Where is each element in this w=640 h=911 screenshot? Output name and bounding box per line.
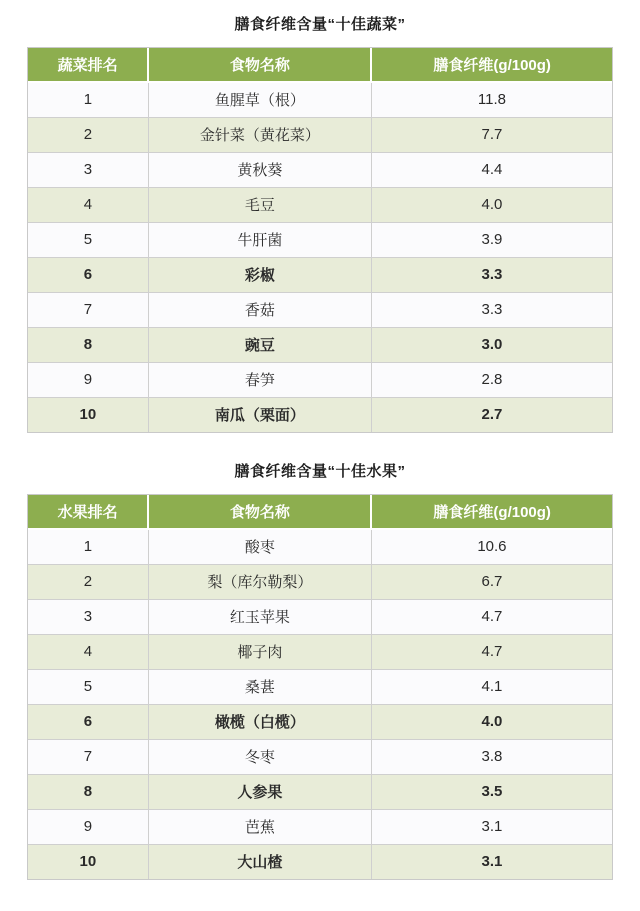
table-row <box>28 704 612 739</box>
value-cell: 11.8 <box>371 82 612 117</box>
value-cell: 7.7 <box>371 117 612 152</box>
rank-cell: 8 <box>28 774 148 809</box>
value-cell: 3.5 <box>371 774 612 809</box>
name-cell: 鱼腥草（根） <box>148 82 371 117</box>
table-row <box>28 669 612 704</box>
name-cell: 黄秋葵 <box>148 152 371 187</box>
fruits-table <box>27 494 613 880</box>
rank-cell: 5 <box>28 669 148 704</box>
value-cell: 4.1 <box>371 669 612 704</box>
table-row <box>28 187 612 222</box>
name-cell: 香菇 <box>148 292 371 327</box>
rank-cell: 6 <box>28 257 148 292</box>
table-header-row <box>28 495 612 529</box>
name-cell: 冬枣 <box>148 739 371 774</box>
fruits-table-title: 膳食纤维含量“十佳水果” <box>234 463 406 480</box>
name-cell: 金针菜（黄花菜） <box>148 117 371 152</box>
value-cell: 4.7 <box>371 634 612 669</box>
rank-cell: 10 <box>28 397 148 432</box>
rank-cell: 5 <box>28 222 148 257</box>
table-row <box>28 809 612 844</box>
table-row <box>28 152 612 187</box>
name-cell: 橄榄（白榄） <box>148 704 371 739</box>
table-row <box>28 397 612 432</box>
vegetables-table <box>27 47 613 433</box>
rank-cell: 3 <box>28 152 148 187</box>
rank-cell: 4 <box>28 634 148 669</box>
table-row <box>28 117 612 152</box>
table-row <box>28 362 612 397</box>
name-cell: 人参果 <box>148 774 371 809</box>
vegetables-table-title: 膳食纤维含量“十佳蔬菜” <box>234 16 406 33</box>
table-row <box>28 82 612 117</box>
rank-cell: 10 <box>28 844 148 879</box>
name-cell: 芭蕉 <box>148 809 371 844</box>
value-cell: 2.8 <box>371 362 612 397</box>
name-cell: 梨（库尔勒梨） <box>148 564 371 599</box>
name-cell: 春笋 <box>148 362 371 397</box>
rank-cell: 1 <box>28 529 148 564</box>
rank-cell: 9 <box>28 362 148 397</box>
name-cell: 大山楂 <box>148 844 371 879</box>
table-row <box>28 257 612 292</box>
value-cell: 4.4 <box>371 152 612 187</box>
rank-cell: 2 <box>28 117 148 152</box>
rank-cell: 2 <box>28 564 148 599</box>
rank-cell: 6 <box>28 704 148 739</box>
table-row <box>28 564 612 599</box>
name-cell: 豌豆 <box>148 327 371 362</box>
name-cell: 椰子肉 <box>148 634 371 669</box>
value-cell: 3.9 <box>371 222 612 257</box>
name-cell: 牛肝菌 <box>148 222 371 257</box>
value-cell: 4.7 <box>371 599 612 634</box>
value-cell: 6.7 <box>371 564 612 599</box>
value-cell: 2.7 <box>371 397 612 432</box>
rank-cell: 7 <box>28 292 148 327</box>
name-cell: 桑葚 <box>148 669 371 704</box>
table-row <box>28 739 612 774</box>
table-row <box>28 599 612 634</box>
table-row <box>28 529 612 564</box>
rank-cell: 4 <box>28 187 148 222</box>
column-header-fiber: 膳食纤维(g/100g) <box>371 495 612 529</box>
table-row <box>28 222 612 257</box>
rank-cell: 7 <box>28 739 148 774</box>
column-header-rank: 水果排名 <box>28 495 148 529</box>
value-cell: 4.0 <box>371 187 612 222</box>
table-row <box>28 774 612 809</box>
table-row <box>28 327 612 362</box>
name-cell: 彩椒 <box>148 257 371 292</box>
rank-cell: 3 <box>28 599 148 634</box>
name-cell: 红玉苹果 <box>148 599 371 634</box>
column-header-fiber: 膳食纤维(g/100g) <box>371 48 612 82</box>
rank-cell: 9 <box>28 809 148 844</box>
rank-cell: 8 <box>28 327 148 362</box>
name-cell: 酸枣 <box>148 529 371 564</box>
value-cell: 3.0 <box>371 327 612 362</box>
value-cell: 3.8 <box>371 739 612 774</box>
value-cell: 3.1 <box>371 809 612 844</box>
value-cell: 3.1 <box>371 844 612 879</box>
table-header-row <box>28 48 612 82</box>
column-header-rank: 蔬菜排名 <box>28 48 148 82</box>
value-cell: 10.6 <box>371 529 612 564</box>
column-header-name: 食物名称 <box>148 48 371 82</box>
table-row <box>28 634 612 669</box>
table-row <box>28 844 612 879</box>
name-cell: 南瓜（栗面） <box>148 397 371 432</box>
table-row <box>28 292 612 327</box>
name-cell: 毛豆 <box>148 187 371 222</box>
value-cell: 3.3 <box>371 257 612 292</box>
column-header-name: 食物名称 <box>148 495 371 529</box>
value-cell: 4.0 <box>371 704 612 739</box>
value-cell: 3.3 <box>371 292 612 327</box>
rank-cell: 1 <box>28 82 148 117</box>
